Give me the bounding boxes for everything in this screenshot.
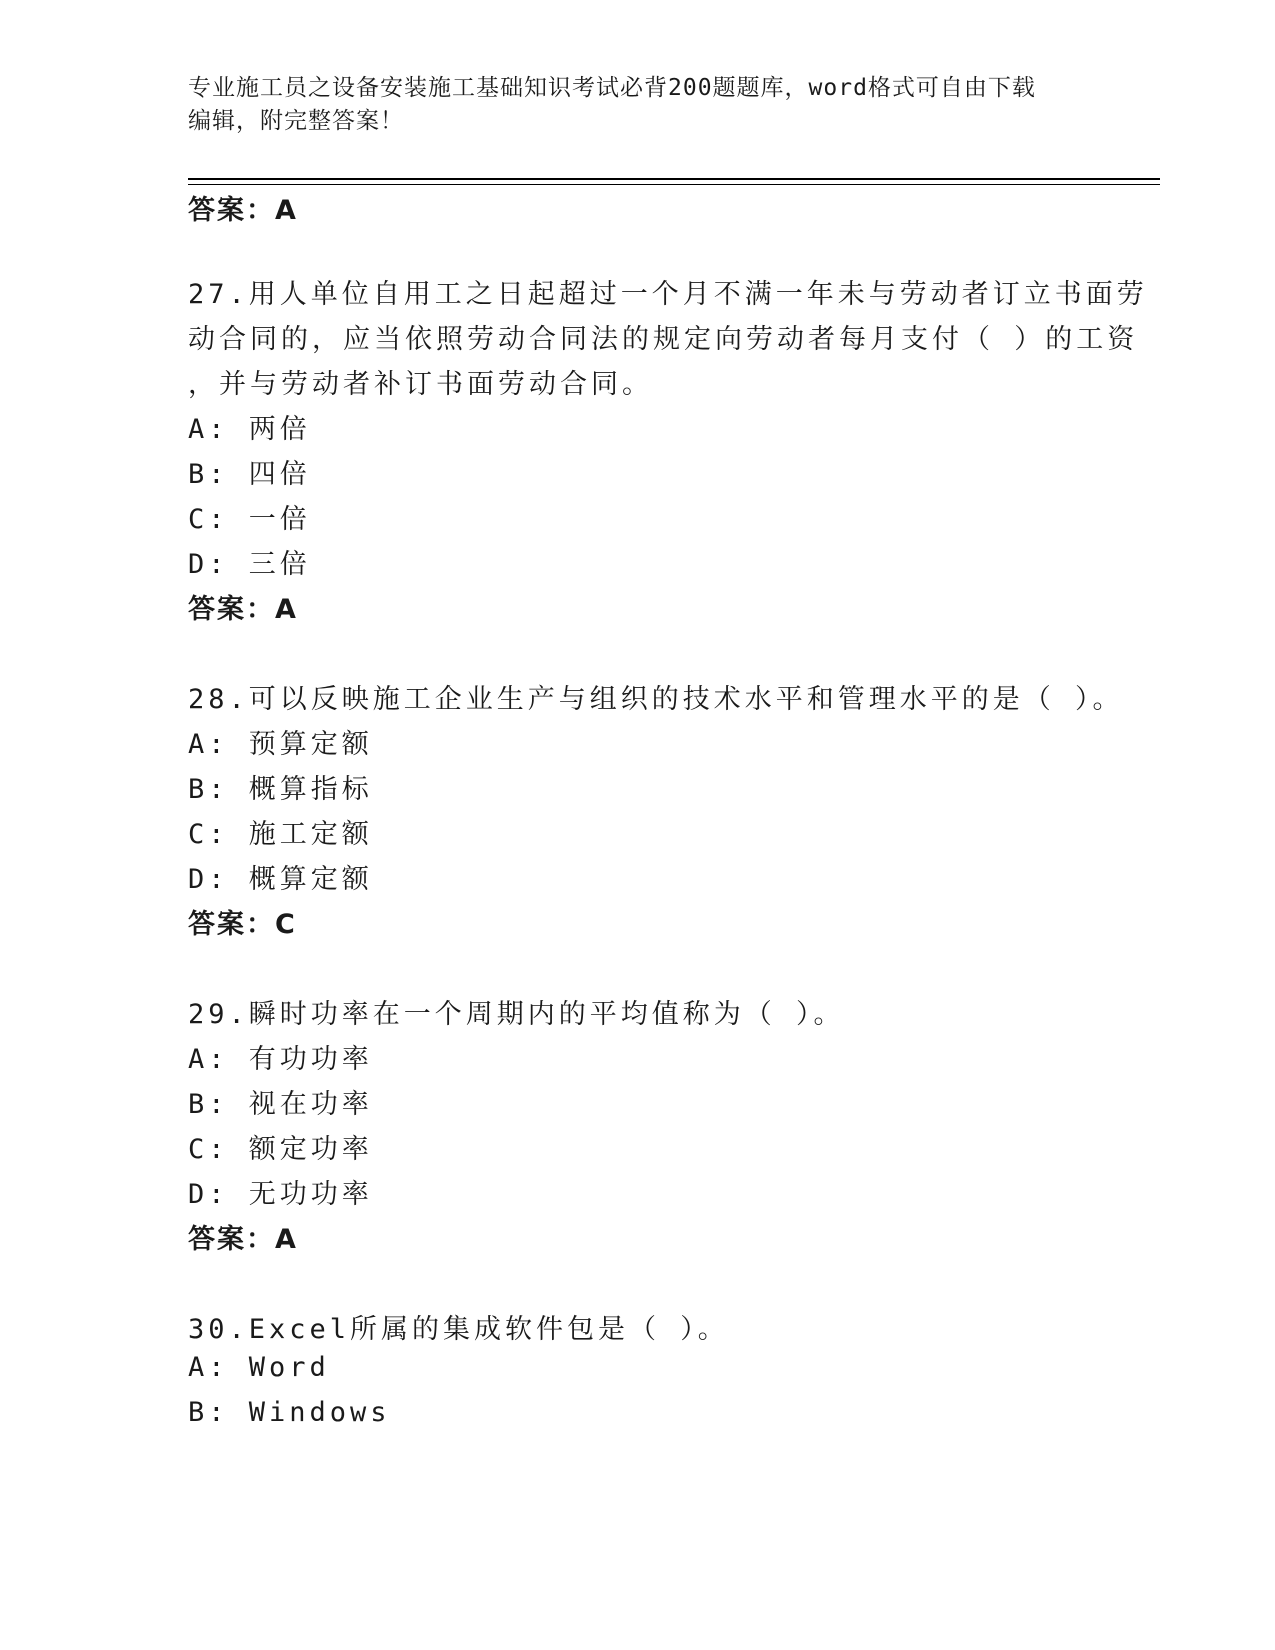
q30-option-a: A: Word <box>188 1352 330 1383</box>
document-header <box>188 72 1068 138</box>
q29-option-b: B: 视在功率 <box>188 1089 373 1120</box>
header-line-1: 专业施工员之设备安装施工基础知识考试必背200题题库，word格式可自由下载 <box>188 75 1036 101</box>
q29-option-a: A: 有功功率 <box>188 1044 373 1075</box>
q27-text-line-1: 27.用人单位自用工之日起超过一个月不满一年未与劳动者订立书面劳 <box>188 279 1148 310</box>
q30-option-b: B: Windows <box>188 1397 391 1428</box>
q28-option-d: D: 概算定额 <box>188 864 373 895</box>
prev-answer: 答案：A <box>188 195 298 226</box>
q27-answer: 答案：A <box>188 594 298 625</box>
q27-text-line-2: 动合同的，应当依照劳动合同法的规定向劳动者每月支付（ ）的工资 <box>188 324 1139 355</box>
q27-option-b: B: 四倍 <box>188 459 311 490</box>
q29-option-d: D: 无功功率 <box>188 1179 373 1210</box>
q28-text: 28.可以反映施工企业生产与组织的技术水平和管理水平的是（ ）。 <box>188 684 1124 715</box>
q29-text: 29.瞬时功率在一个周期内的平均值称为（ ）。 <box>188 999 845 1030</box>
q28-answer: 答案：C <box>188 909 297 940</box>
header-divider-thick <box>188 178 1160 180</box>
q29-option-c: C: 额定功率 <box>188 1134 373 1165</box>
q27-option-c: C: 一倍 <box>188 504 311 535</box>
q27-option-a: A: 两倍 <box>188 414 311 445</box>
q28-option-c: C: 施工定额 <box>188 819 373 850</box>
q30-text: 30.Excel所属的集成软件包是（ ）。 <box>188 1314 729 1345</box>
q27-option-d: D: 三倍 <box>188 549 311 580</box>
q29-answer: 答案：A <box>188 1224 298 1255</box>
q27-text-line-3: ，并与劳动者补订书面劳动合同。 <box>188 369 653 400</box>
q28-option-a: A: 预算定额 <box>188 729 373 760</box>
header-line-2: 编辑，附完整答案！ <box>188 108 404 134</box>
header-divider-thin <box>188 184 1160 185</box>
q28-option-b: B: 概算指标 <box>188 774 373 805</box>
